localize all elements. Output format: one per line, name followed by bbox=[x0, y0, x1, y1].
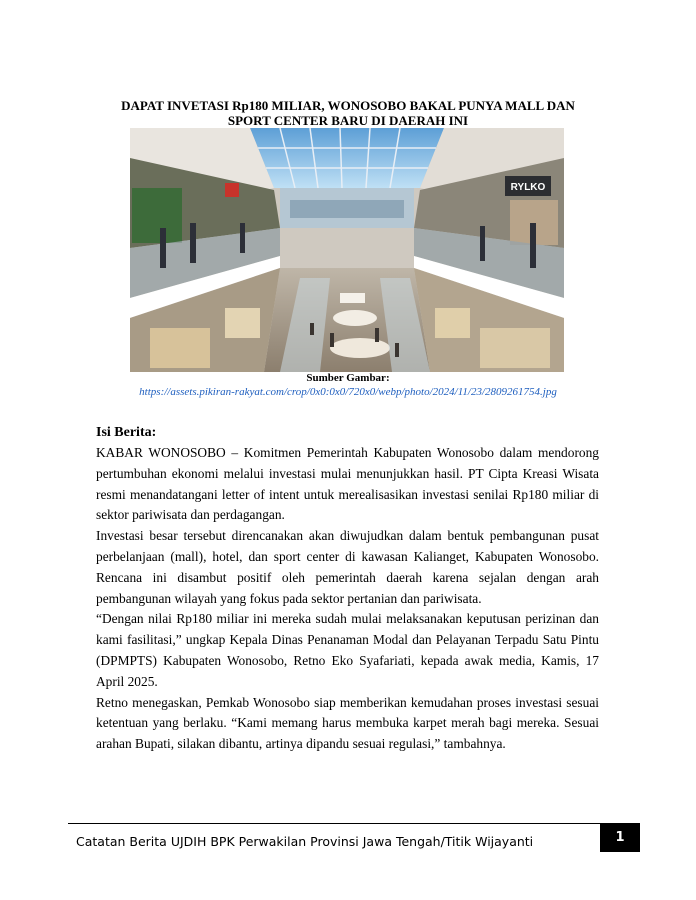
article-body bbox=[96, 443, 599, 755]
article-paragraph: “Dengan nilai Rp180 miliar ini mereka sudah mulai melaksanakan keputusan perizinan dan kami fasilitasi,” ungkap Kepala Dinas Penanaman Modal dan Pelayanan Terpadu Satu Pintu (DPMPTS) Kabupaten Wonosobo, Retno Eko Syafariati, kepada awak media, Kamis, 17 April 2025. bbox=[96, 611, 599, 689]
article-paragraph: Investasi besar tersebut direncanakan akan diwujudkan dalam bentuk pembangunan pusat perbelanjaan (mall), hotel, dan sport center di kawasan Kalianget, Kabupaten Wonosobo. Rencana ini disambut positif oleh pemerintah daerah karena sejalan dengan arah pembangunan wilayah yang fokus pada sektor pertanian dan pariwisata. bbox=[96, 528, 599, 606]
mall-interior-photo bbox=[130, 128, 564, 372]
section-heading: Isi Berita: bbox=[96, 425, 157, 440]
image-caption-label: Sumber Gambar: bbox=[306, 372, 390, 384]
footer-divider bbox=[68, 823, 640, 824]
article-title-line-2: SPORT CENTER BARU DI DAERAH INI bbox=[227, 113, 469, 128]
article-title-line-1: DAPAT INVETASI Rp180 MILIAR, WONOSOBO BAKAL PUNYA MALL DAN bbox=[121, 98, 575, 113]
image-source-link[interactable]: https://assets.pikiran-rakyat.com/crop/0x0:0x0/720x0/webp/photo/2024/11/23/2809261754.jpg bbox=[139, 386, 557, 398]
article-paragraph: KABAR WONOSOBO – Komitmen Pemerintah Kabupaten Wonosobo dalam mendorong pertumbuhan ekonomi melalui investasi mulai menunjukkan hasil. PT Cipta Kreasi Wisata resmi menandatangani letter of intent untuk merealisasikan investasi senilai Rp180 miliar di sektor pariwisata dan perdagangan. bbox=[96, 445, 599, 523]
page-number: 1 bbox=[615, 830, 625, 845]
page-number-box bbox=[600, 823, 640, 852]
store-sign-text: RYLKO bbox=[510, 182, 546, 193]
mall-photo-illustration bbox=[130, 128, 564, 372]
article-paragraph: Retno menegaskan, Pemkab Wonosobo siap memberikan kemudahan proses investasi sesuai ketentuan yang berlaku. “Kami memang harus membuka karpet merah bagi mereka. Sesuai arahan Bupati, silakan dibantu, artinya dipandu sesuai regulasi,” tambahnya. bbox=[96, 694, 599, 752]
footer-text: Catatan Berita UJDIH BPK Perwakilan Provinsi Jawa Tengah/Titik Wijayanti bbox=[76, 834, 534, 849]
article-title bbox=[96, 98, 600, 128]
